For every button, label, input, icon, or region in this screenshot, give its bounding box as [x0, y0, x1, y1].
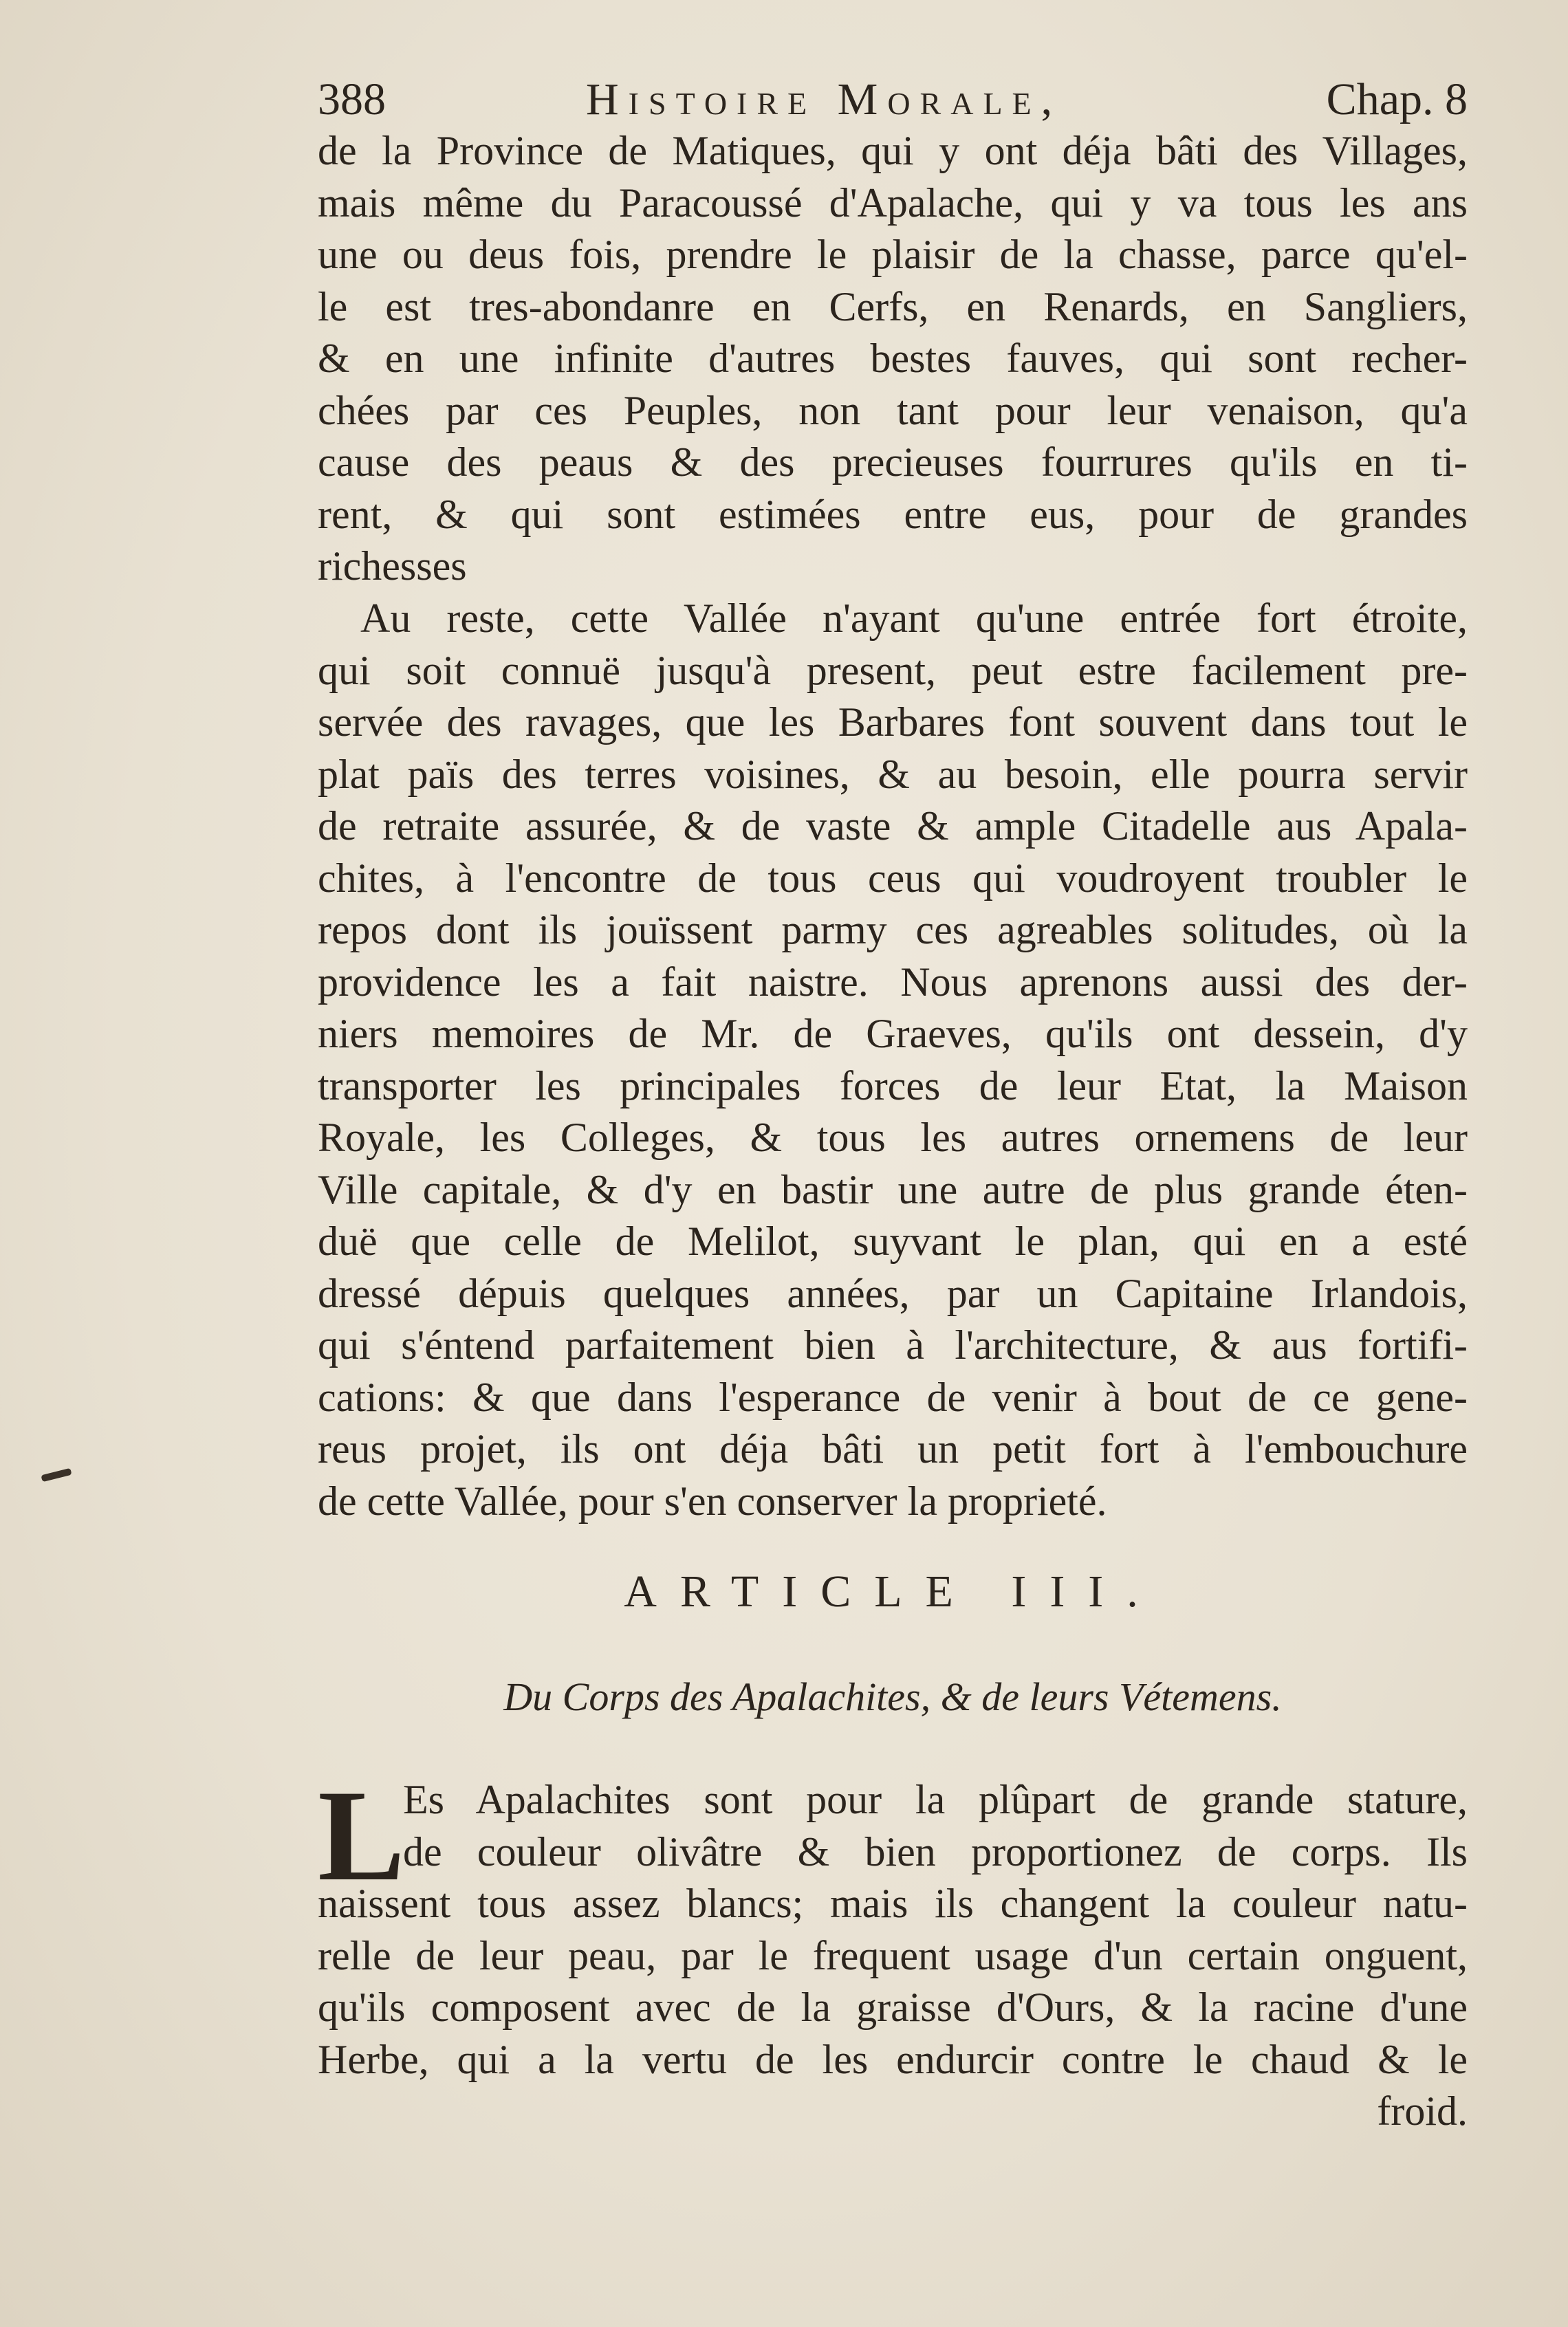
running-head: [318, 69, 1468, 131]
paragraph-3: [318, 1764, 1468, 2138]
text-line: & en une infinite d'autres bestes fauves, qui sont recher-: [318, 336, 1468, 381]
text-line: relle de leur peau, par le frequent usage d'un certain onguent,: [318, 1932, 1468, 1978]
text-line: qui s'éntend parfaitement bien à l'architecture, & aus fortifi-: [318, 1322, 1468, 1368]
paragraph-1: [318, 125, 1468, 593]
text-line: cause des peaus & des precieuses fourrures qu'ils en ti-: [318, 439, 1468, 485]
text-line: reus projet, ils ont déja bâti un petit fort à l'embouchure: [318, 1426, 1468, 1472]
text-line: plat païs des terres voisines, & au besoin, elle pourra servir: [318, 751, 1468, 797]
chapter-label: Chap. 8: [1326, 74, 1468, 124]
text-line: cations: & que dans l'esperance de venir à bout de ce gene-: [318, 1374, 1468, 1420]
text-line: de couleur olivâtre & bien proportionez de corps. Ils: [403, 1828, 1468, 1875]
text-line: servée des ravages, que les Barbares font souvent dans tout le: [318, 699, 1468, 745]
running-title: Histoire Morale,: [586, 74, 1063, 124]
article-subtitle: Du Corps des Apalachites, & de leurs Vétemens.: [503, 1674, 1282, 1719]
text-line: Ville capitale, & d'y en bastir une autre de plus grande éten-: [318, 1166, 1468, 1212]
page-number: 388: [318, 74, 386, 124]
text-line: le est tres-abondanre en Cerfs, en Renards, en Sangliers,: [318, 283, 1468, 329]
text-line: Au reste, cette Vallée n'ayant qu'une entrée fort étroite,: [360, 596, 1468, 641]
text-line: naissent tous assez blancs; mais ils changent la couleur natu-: [318, 1881, 1468, 1926]
text-line: chées par ces Peuples, non tant pour leur venaison, qu'a: [318, 387, 1468, 433]
text-line: mais même du Paracoussé d'Apalache, qui y va tous les ans: [318, 179, 1468, 226]
text-line: de la Province de Matiques, qui y ont déja bâti des Villages,: [318, 128, 1468, 173]
text-line: transporter les principales forces de leur Etat, la Maison: [318, 1062, 1468, 1108]
text-line: niers memoires de Mr. de Graeves, qu'ils ont dessein, d'y: [318, 1011, 1468, 1056]
text-line: repos dont ils jouïssent parmy ces agreables solitudes, où la: [318, 907, 1468, 952]
text-line: duë que celle de Melilot, suyvant le plan, qui en a esté: [318, 1219, 1468, 1264]
text-line: qu'ils composent avec de la graisse d'Ours, & la racine d'une: [318, 1985, 1468, 2030]
catchword: froid.: [1377, 2088, 1468, 2134]
text-line: de cette Vallée, pour s'en conserver la proprieté.: [318, 1478, 1107, 1524]
text-line: providence les a fait naistre. Nous aprenons aussi des der-: [318, 959, 1468, 1005]
article-heading: ARTICLE III.: [624, 1566, 1162, 1617]
text-line: Herbe, qui a la vertu de les endurcir contre le chaud & le: [318, 2036, 1468, 2082]
text-line: richesses: [318, 543, 467, 589]
text-line: qui soit connuë jusqu'à present, peut estre facilement pre-: [318, 647, 1468, 693]
drop-cap: L: [318, 1764, 405, 1908]
text-line: chites, à l'encontre de tous ceus qui voudroyent troubler le: [318, 855, 1468, 901]
text-line: rent, & qui sont estimées entre eus, pour de grandes: [318, 491, 1468, 537]
text-line: Royale, les Colleges, & tous les autres ornemens de leur: [318, 1115, 1468, 1160]
paragraph-2: [318, 593, 1468, 1527]
text-line: dressé dépuis quelques années, par un Capitaine Irlandois,: [318, 1270, 1468, 1316]
text-line: de retraite assurée, & de vaste & ample Citadelle aus Apala-: [318, 803, 1468, 849]
text-line: Es Apalachites sont pour la plûpart de grande stature,: [403, 1777, 1468, 1822]
text-line: une ou deus fois, prendre le plaisir de la chasse, parce qu'el-: [318, 232, 1468, 277]
